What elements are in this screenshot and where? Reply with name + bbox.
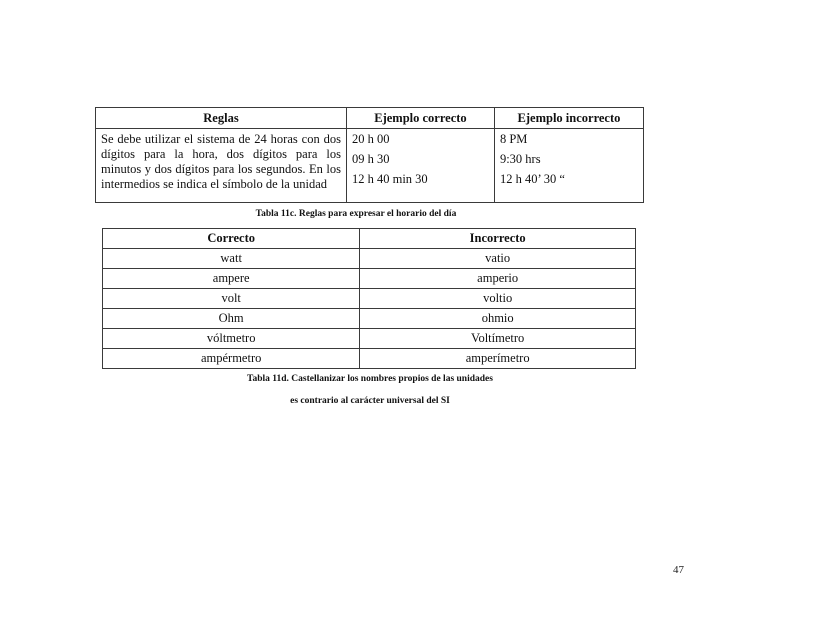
rule-text: Se debe utilizar el sistema de 24 horas con dos dígitos para la hora, dos dígitos para los minutos y dos dígitos para los segundos. En los intermedios se indica el símbolo de la unidad (101, 132, 341, 191)
table-row (103, 249, 636, 269)
incorrect-cell: vatio (360, 249, 636, 269)
rule-cell (96, 129, 347, 203)
correct-cell: vóltmetro (103, 329, 360, 349)
incorrect-cell: ohmio (360, 309, 636, 329)
correct-example: 20 h 00 (351, 132, 390, 146)
incorrect-cell: Voltímetro (360, 329, 636, 349)
header-ejemplo-correcto: Ejemplo correcto (346, 108, 494, 129)
correct-cell: Ohm (103, 309, 360, 329)
table-header-row (103, 229, 636, 249)
table-11d-caption-line1: Tabla 11d. Castellanizar los nombres propios de las unidades (247, 374, 493, 384)
table-row (103, 269, 636, 289)
correct-cell: ampérmetro (103, 349, 360, 369)
correct-example: 12 h 40 min 30 (351, 172, 428, 186)
correct-example: 09 h 30 (351, 152, 390, 166)
table-row (103, 309, 636, 329)
correct-examples-cell (346, 129, 494, 203)
table-row (103, 329, 636, 349)
correct-cell: volt (103, 289, 360, 309)
table-11d-caption-line2: es contrario al carácter universal del SI (290, 396, 450, 406)
correct-cell: ampere (103, 269, 360, 289)
table-11c-caption: Tabla 11c. Reglas para expresar el horario del día (255, 209, 457, 219)
incorrect-example: 8 PM (499, 132, 528, 146)
header-reglas: Reglas (96, 108, 347, 129)
incorrect-cell: voltio (360, 289, 636, 309)
incorrect-example: 12 h 40’ 30 “ (499, 172, 565, 186)
header-incorrecto: Incorrecto (360, 229, 636, 249)
table-header-row (96, 108, 644, 129)
correct-cell: watt (103, 249, 360, 269)
page-number: 47 (673, 564, 684, 576)
table-11c-time-rules (95, 107, 644, 203)
table-row (103, 349, 636, 369)
incorrect-example: 9:30 hrs (499, 152, 541, 166)
incorrect-examples-cell (494, 129, 643, 203)
header-correcto: Correcto (103, 229, 360, 249)
incorrect-cell: amperio (360, 269, 636, 289)
header-ejemplo-incorrecto: Ejemplo incorrecto (494, 108, 643, 129)
table-row (96, 129, 644, 203)
table-row (103, 289, 636, 309)
table-11d-unit-names (102, 228, 636, 369)
incorrect-cell: amperímetro (360, 349, 636, 369)
